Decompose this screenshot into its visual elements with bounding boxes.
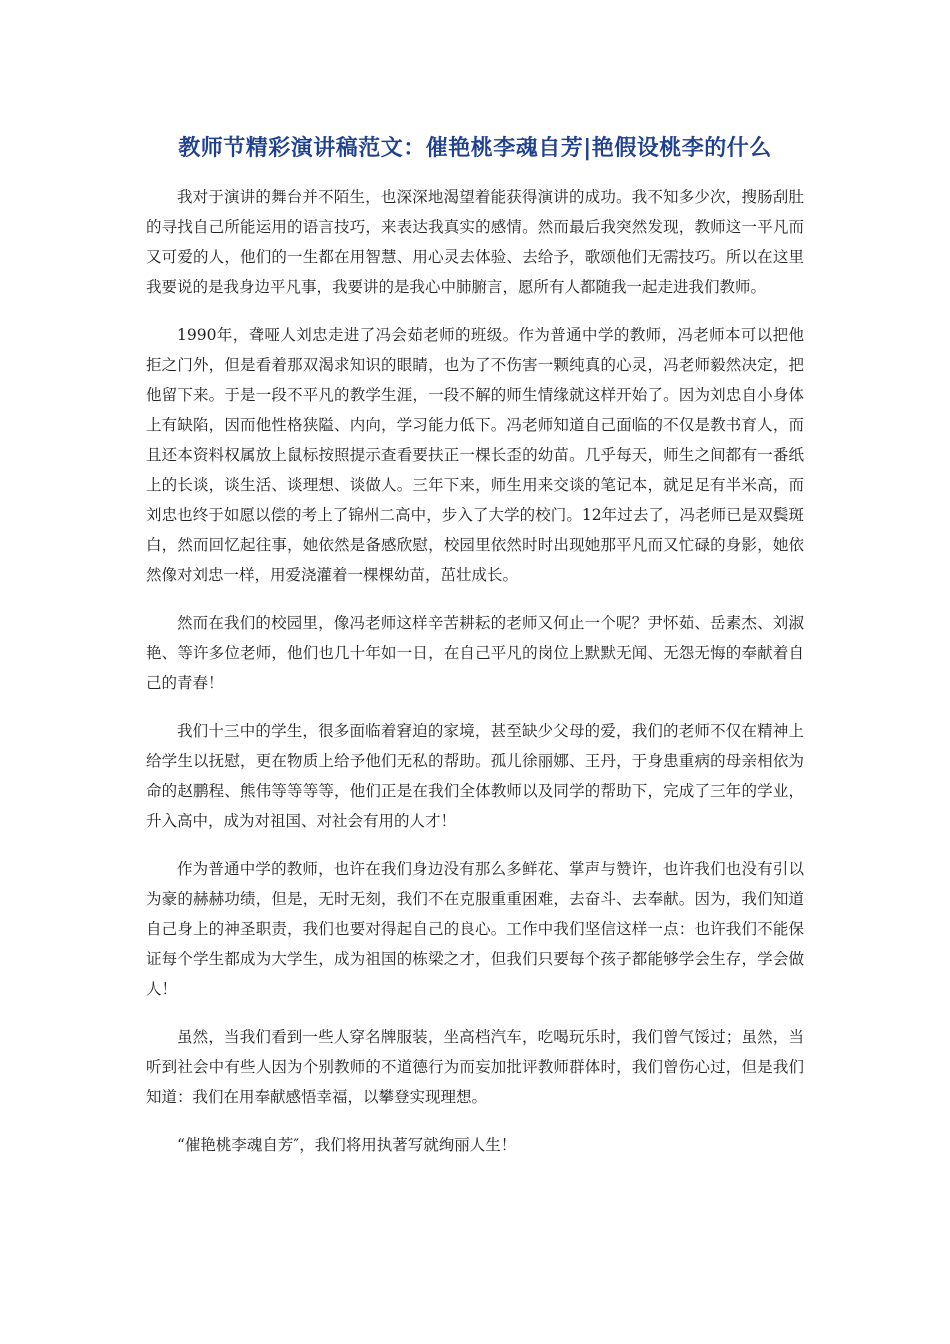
paragraph-5: 作为普通中学的教师，也许在我们身边没有那么多鲜花、掌声与赞许，也许我们也没有引以为豪的赫赫功绩，但是，无时无刻，我们不在克服重重困难，去奋斗、去奉献。因为，我们知道自己身上的神圣职责，我们也要对得起自己的良心。工作中我们坚信这样一点：也许我们不能保证每个学生都成为大学生，成为祖国的栋梁之才，但我们只要每个孩子都能够学会生存，学会做人！ xyxy=(146,860,804,998)
paragraph-1: 我对于演讲的舞台并不陌生，也深深地渴望着能获得演讲的成功。我不知多少次，搜肠刮肚的寻找自己所能运用的语言技巧，来表达我真实的感情。然而最后我突然发现，教师这一平凡而又可爱的人，他们的一生都在用智慧、用心灵去体验、去给予，歌颂他们无需技巧。所以在这里我要说的是我身边平凡事，我要讲的是我心中肺腑言，愿所有人都随我一起走进我们教师。 xyxy=(146,188,804,296)
paragraph-2: 1990年，聋哑人刘忠走进了冯会茹老师的班级。作为普通中学的教师，冯老师本可以把他拒之门外，但是看着那双渴求知识的眼睛，也为了不伤害一颗纯真的心灵，冯老师毅然决定，把他留下来。于是一段不平凡的教学生涯，一段不解的师生情缘就这样开始了。因为刘忠自小身体上有缺陷，因而他性格狭隘、内向，学习能力低下。冯老师知道自己面临的不仅是教书育人，而且还本资料权属放上鼠标按照提示查看要扶正一棵长歪的幼苗。几乎每天，师生之间都有一番纸上的长谈，谈生活、谈理想、谈做人。三年下来，师生用来交谈的笔记本，就足足有半米高，而刘忠也终于如愿以偿的考上了锦州二高中，步入了大学的校门。12年过去了，冯老师已是双鬓斑白，然而回忆起往事，她依然是备感欣慰，校园里依然时时出现她那平凡而又忙碌的身影，她依然像对刘忠一样，用爱浇灌着一棵棵幼苗，茁壮成长。 xyxy=(146,326,804,584)
paragraph-4: 我们十三中的学生，很多面临着窘迫的家境，甚至缺少父母的爱，我们的老师不仅在精神上给学生以抚慰，更在物质上给予他们无私的帮助。孤儿徐丽娜、王丹，于身患重病的母亲相依为命的赵鹏程、熊伟等等等等，他们正是在我们全体教师以及同学的帮助下，完成了三年的学业，升入高中，成为对祖国、对社会有用的人才！ xyxy=(146,722,804,830)
document-body xyxy=(146,182,804,1178)
document-title: 教师节精彩演讲稿范文：催艳桃李魂自芳|艳假设桃李的什么 xyxy=(178,136,772,161)
paragraph-6: 虽然，当我们看到一些人穿名牌服装，坐高档汽车，吃喝玩乐时，我们曾气馁过；虽然，当听到社会中有些人因为个别教师的不道德行为而妄加批评教师群体时，我们曾伤心过，但是我们知道：我们在用奉献感悟幸福，以攀登实现理想。 xyxy=(146,1028,804,1106)
paragraph-3: 然而在我们的校园里，像冯老师这样辛苦耕耘的老师又何止一个呢？尹怀茹、岳素杰、刘淑艳、等许多位老师，他们也几十年如一日，在自己平凡的岗位上默默无闻、无怨无悔的奉献着自己的青春！ xyxy=(146,614,804,692)
paragraph-7: “催艳桃李魂自芳″，我们将用执著写就绚丽人生！ xyxy=(177,1136,517,1154)
